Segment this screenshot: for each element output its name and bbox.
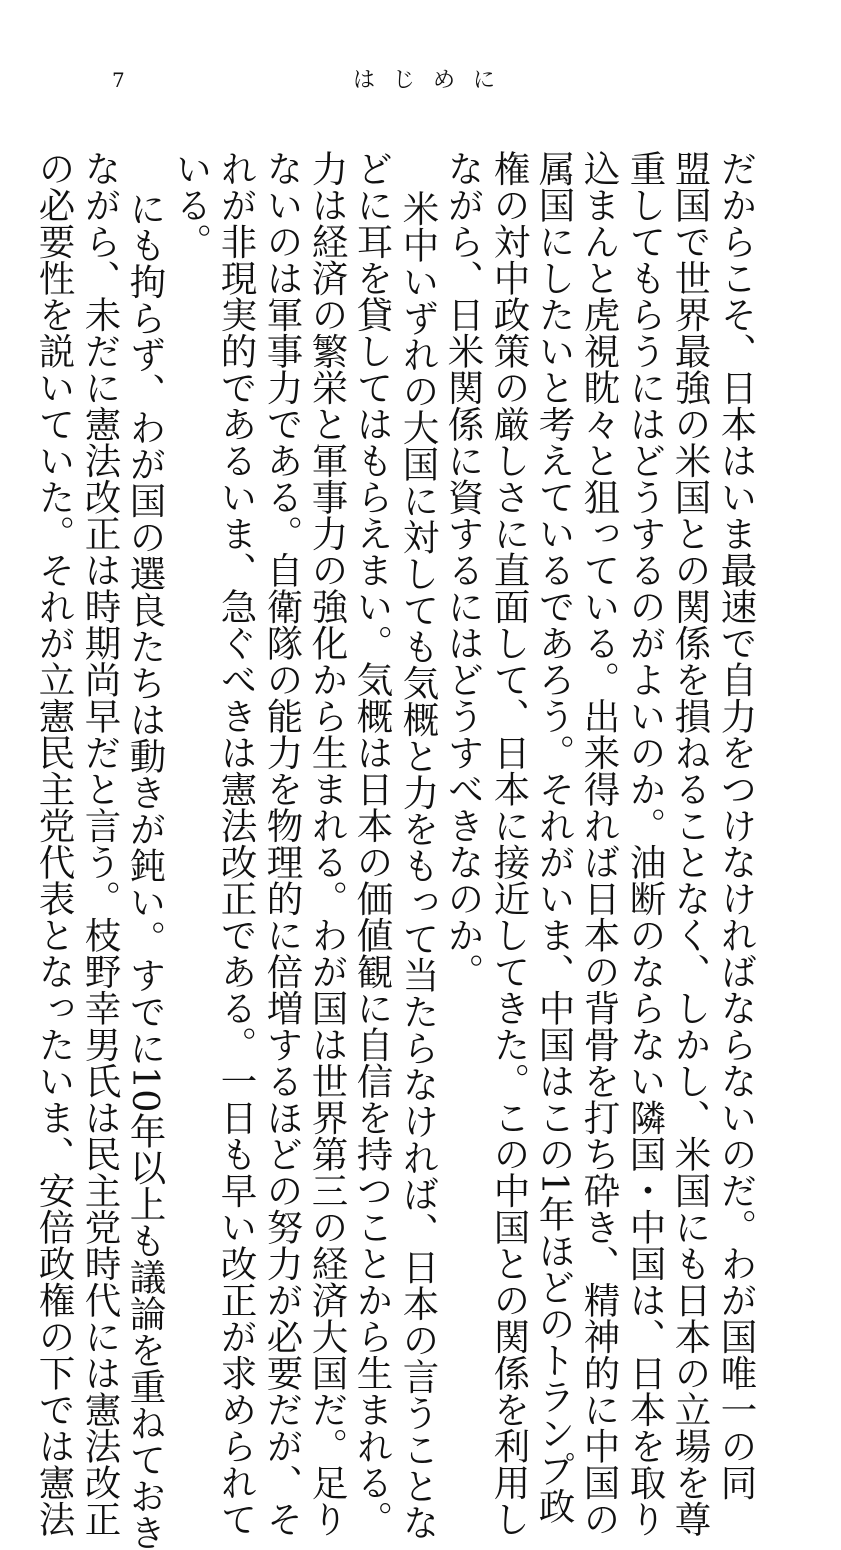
text-column: 盟国で世界最強の米国との関係を損ねることなく、しかし、米国にも日本の立場を尊 <box>669 150 712 1537</box>
text-column: の必要性を説いていた。それが立憲民主党代表となったいま、安倍政権の下では憲法 <box>33 150 76 1537</box>
text-column: ながら、未だに憲法改正は時期尚早だと言う。枝野幸男氏は民主党時代には憲法改正 <box>79 150 122 1537</box>
text-column: ないのは軍事力である。自衛隊の能力を物理的に倍増するほどの努力が必要だが、そ <box>261 150 304 1537</box>
text-column: ながら、日米関係に資するにはどうすべきなのか。 <box>442 150 485 990</box>
text-column: 重してもらうにはどうするのがよいのか。油断のならない隣国・中国は、日本を取り <box>624 150 667 1537</box>
text-column: 米中いずれの大国に対しても気概と力をもって当たらなければ、日本の言うことな <box>397 190 440 1541</box>
text-column: どに耳を貸してはもらえまい。気概は日本の価値観に自信を持つことから生まれる。 <box>351 150 394 1537</box>
text-column: 権の対中政策の厳しさに直面して、日本に接近してきた。この中国との関係を利用し <box>488 150 531 1537</box>
text-column: 込まんと虎視眈々と狙っている。出来得れば日本の背骨を打ち砕き、精神的に中国の <box>578 150 621 1537</box>
text-column: だからこそ、日本はいま最速で自力をつけなければならないのだ。わが国唯一の同 <box>715 150 758 1501</box>
page-number: 7 <box>112 68 125 92</box>
running-head-title: はじめに <box>353 68 514 93</box>
text-column: 力は経済の繁栄と軍事力の強化から生まれる。わが国は世界第三の経済大国だ。足り <box>306 150 349 1537</box>
text-column: にも拘らず、わが国の選良たちは動きが鈍い。すでに10年以上も議論を重ねておき <box>124 190 167 1550</box>
text-column: いる。 <box>170 150 213 260</box>
text-column: れが非現実的であるいま、急ぐべきは憲法改正である。一日も早い改正が求められて <box>215 150 258 1537</box>
text-column: 属国にしたいと考えているであろう。それがいま、中国はこの1年ほどのトランプ政 <box>533 150 576 1524</box>
